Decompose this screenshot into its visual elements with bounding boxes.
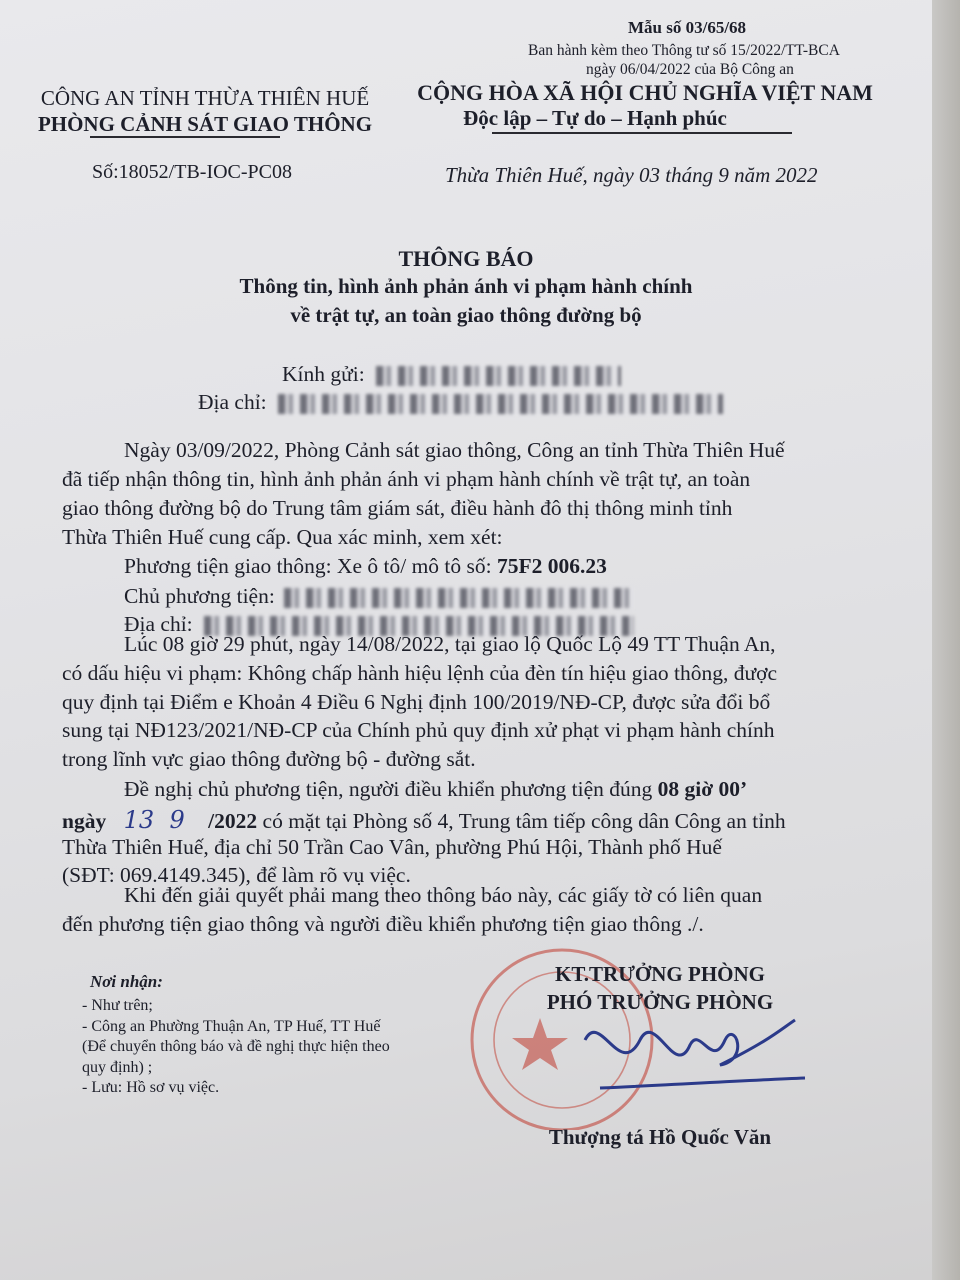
recipients-heading: Nơi nhận: xyxy=(90,972,163,991)
recipient-address-label: Địa chỉ: xyxy=(198,390,267,414)
department-underline xyxy=(90,136,280,138)
agency-name: CÔNG AN TỈNH THỪA THIÊN HUẾ xyxy=(40,86,370,110)
request-line-1 xyxy=(124,777,747,802)
place-date: Thừa Thiên Huế, ngày 03 tháng 9 năm 2022 xyxy=(445,163,818,187)
redacted-recipient-name xyxy=(376,366,621,386)
request-line-2 xyxy=(62,806,786,834)
appointment-time: 08 giờ 00’ xyxy=(657,777,748,801)
title-subline-2: về trật tự, an toàn giao thông đường bộ xyxy=(290,303,642,327)
nation-name: CỘNG HÒA XÃ HỘI CHỦ NGHĨA VIỆT NAM xyxy=(417,80,873,105)
signature-title-1: KT.TRƯỞNG PHÒNG xyxy=(555,962,765,986)
closing-line-1: Khi đến giải quyết phải mang theo thông báo này, các giấy tờ có liên quan xyxy=(124,883,763,907)
form-issued-line1: Ban hành kèm theo Thông tư số 15/2022/TT-BCA xyxy=(528,42,840,59)
handwritten-day: 13 xyxy=(123,806,155,834)
list-item: - Lưu: Hồ sơ vụ việc. xyxy=(82,1079,220,1096)
request-line-4: (SĐT: 069.4149.345), để làm rõ vụ việc. xyxy=(62,863,411,887)
department-name: PHÒNG CẢNH SÁT GIAO THÔNG xyxy=(37,112,373,136)
list-item: - Như trên; xyxy=(82,997,153,1014)
vehicle-row xyxy=(124,554,607,579)
signature-title-2: PHÓ TRƯỞNG PHÒNG xyxy=(546,990,774,1014)
document-number: Số:18052/TB-IOC-PC08 xyxy=(92,161,293,183)
list-item: quy định) ; xyxy=(82,1058,153,1076)
signature-icon xyxy=(585,1020,795,1065)
list-item: - Công an Phường Thuận An, TP Huế, TT Huế xyxy=(82,1017,381,1035)
paragraph-1-line-3: giao thông đường bộ do Trung tâm giám sát, điều hành đô thị thông minh tỉnh xyxy=(62,496,733,520)
recipient-to-row xyxy=(282,362,621,387)
list-item: (Để chuyển thông báo và đề nghị thực hiện theo xyxy=(82,1038,390,1055)
license-plate: 75F2 006.23 xyxy=(497,554,607,578)
owner-label: Chủ phương tiện: xyxy=(124,584,275,608)
form-number: Mẫu số 03/65/68 xyxy=(628,18,747,37)
recipients-list xyxy=(82,996,390,1099)
recipient-to-label: Kính gửi: xyxy=(282,362,365,386)
nation-motto: Độc lập – Tự do – Hạnh phúc xyxy=(463,106,727,130)
recipient-address-row xyxy=(198,390,723,415)
redacted-recipient-address xyxy=(278,394,723,414)
motto-underline xyxy=(492,132,792,134)
page-edge xyxy=(932,0,960,1280)
owner-address-label: Địa chỉ: xyxy=(124,612,193,636)
request-text: Đề nghị chủ phương tiện, người điều khiển phương tiện đúng xyxy=(124,777,653,801)
handwritten-month: 9 xyxy=(169,806,185,834)
request-location: có mặt tại Phòng số 4, Trung tâm tiếp công dân Công an tỉnh xyxy=(262,809,786,833)
violation-line-1: Lúc 08 giờ 29 phút, ngày 14/08/2022, tại giao lộ Quốc Lộ 49 TT Thuận An, xyxy=(124,632,776,656)
paragraph-1-line-4: Thừa Thiên Huế cung cấp. Qua xác minh, xem xét: xyxy=(62,525,503,549)
paragraph-1-line-1: Ngày 03/09/2022, Phòng Cảnh sát giao thông, Công an tỉnh Thừa Thiên Huế xyxy=(124,438,785,462)
closing-line-2: đến phương tiện giao thông và người điều khiển phương tiện giao thông ./. xyxy=(62,912,704,936)
violation-line-3: quy định tại Điểm e Khoản 4 Điều 6 Nghị định 100/2019/NĐ-CP, được sửa đổi bổ xyxy=(62,690,771,714)
title-subline-1: Thông tin, hình ảnh phản ánh vi phạm hành chính xyxy=(239,274,693,298)
appointment-year: /2022 xyxy=(208,809,258,833)
violation-line-5: trong lĩnh vực giao thông đường bộ - đường sắt. xyxy=(62,747,476,771)
vehicle-label: Phương tiện giao thông: Xe ô tô/ mô tô số: xyxy=(124,554,492,578)
violation-line-4: sung tại NĐ123/2021/NĐ-CP của Chính phủ quy định xử phạt vi phạm hành chính xyxy=(62,718,775,742)
document-title: THÔNG BÁO xyxy=(398,246,534,271)
owner-row xyxy=(124,584,634,609)
day-label: ngày xyxy=(62,809,107,833)
redacted-owner-name xyxy=(284,588,634,608)
paragraph-1-line-2: đã tiếp nhận thông tin, hình ảnh phản ánh vi phạm hành chính về trật tự, an toàn xyxy=(62,467,751,491)
request-line-3: Thừa Thiên Huế, địa chỉ 50 Trần Cao Vân, phường Phú Hội, Thành phố Huế xyxy=(62,835,722,859)
violation-line-2: có dấu hiệu vi phạm: Không chấp hành hiệu lệnh của đèn tín hiệu giao thông, được xyxy=(62,661,778,685)
signer-name: Thượng tá Hồ Quốc Văn xyxy=(548,1125,772,1149)
form-issued-line2: ngày 06/04/2022 của Bộ Công an xyxy=(586,61,794,78)
